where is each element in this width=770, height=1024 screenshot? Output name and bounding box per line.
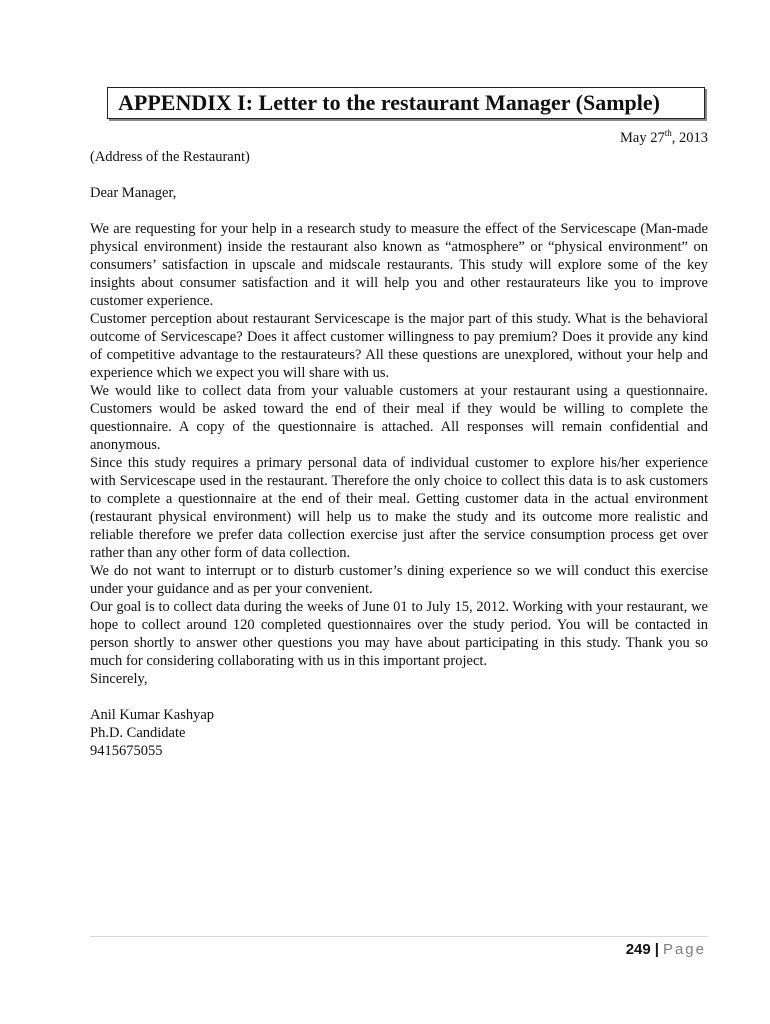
signature-name: Anil Kumar Kashyap bbox=[90, 707, 215, 723]
page-number: 249 bbox=[625, 941, 651, 958]
date-ordinal: th bbox=[664, 128, 672, 139]
page-label: Page bbox=[662, 941, 706, 958]
letter-date bbox=[620, 129, 708, 147]
paragraph-perception: Customer perception about restaurant Servicescape is the major part of this study. What is the behavioral outcome of Servicescape? Does it affect customer willingness to pay premium? Does it provide any kind of competitive advantage to the restaurateurs? All these questions are unexplored, without your help and experience which we expect you will share with us. bbox=[90, 311, 708, 381]
paragraph-intro: We are requesting for your help in a research study to measure the effect of the Servicescape (Man-made physical environment) inside the restaurant also known as “atmosphere” or “physical environment” on consumers’ satisfaction in upscale and midscale restaurants. This study will explore some of the key insights about consumer satisfaction and it will help you and other restaurateurs like you to improve customer experience. bbox=[90, 221, 708, 309]
footer-divider bbox=[90, 936, 708, 937]
salutation: Dear Manager, bbox=[90, 185, 177, 201]
signature-phone: 9415675055 bbox=[90, 743, 163, 759]
signature-role: Ph.D. Candidate bbox=[90, 725, 186, 741]
date-suffix: , 2013 bbox=[671, 130, 708, 146]
paragraph-goal: Our goal is to collect data during the weeks of June 01 to July 15, 2012. Working with your restaurant, we hope to collect around 120 completed questionnaires over the study period. You will be contacted in person shortly to answer other questions you may have about participating in this study. Thank you so much for considering collaborating with us in this important project. bbox=[90, 599, 708, 669]
address-line: (Address of the Restaurant) bbox=[90, 149, 250, 165]
date-prefix: May 27 bbox=[620, 130, 665, 146]
letter-body bbox=[90, 148, 708, 760]
paragraph-primary-data: Since this study requires a primary personal data of individual customer to explore his/her experience with Servicescape used in the restaurant. Therefore the only choice to collect this data is to ask customers to complete a questionnaire at the end of their meal. Getting customer data in the actual environment (restaurant physical environment) will help us to make the study and its outcome more realistic and reliable therefore we prefer data collection exercise just after the service consumption process get over rather than any other form of data collection. bbox=[90, 455, 708, 561]
paragraph-disturb: We do not want to interrupt or to disturb customer’s dining experience so we will conduct this exercise under your guidance and as per your convenient. bbox=[90, 563, 708, 597]
page-separator: | bbox=[654, 941, 659, 958]
page-footer bbox=[626, 940, 706, 960]
appendix-title: APPENDIX I: Letter to the restaurant Manager (Sample) bbox=[107, 87, 705, 119]
paragraph-collection: We would like to collect data from your valuable customers at your restaurant using a questionnaire. Customers would be asked toward the end of their meal if they would be willing to complete the questionnaire. A copy of the questionnaire is attached. All responses will remain confidential and anonymous. bbox=[90, 383, 708, 453]
closing: Sincerely, bbox=[90, 671, 148, 687]
